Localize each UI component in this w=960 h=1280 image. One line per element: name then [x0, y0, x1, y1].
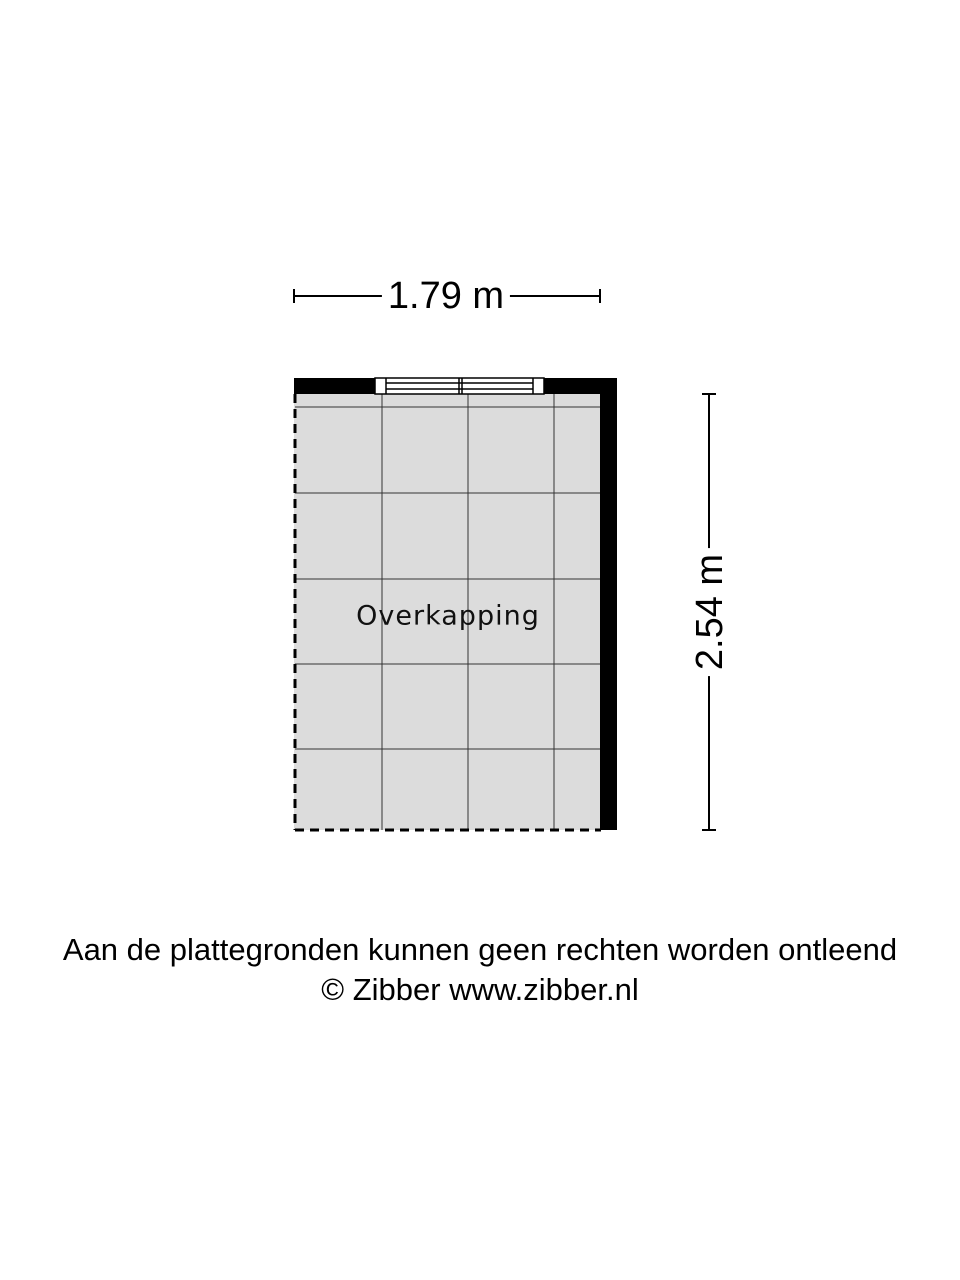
- room-label: Overkapping: [356, 600, 540, 632]
- window: [375, 378, 544, 394]
- disclaimer-text: Aan de plattegronden kunnen geen rechten worden ontleend: [62, 932, 898, 967]
- footer-disclaimer: [0, 930, 960, 1010]
- copyright-text: © Zibber www.zibber.nl: [321, 972, 639, 1007]
- width-dimension-label: 1.79 m: [382, 277, 510, 315]
- right-wall: [600, 378, 617, 830]
- height-dimension-label: 2.54 m: [691, 548, 729, 676]
- top-wall-left: [294, 378, 375, 394]
